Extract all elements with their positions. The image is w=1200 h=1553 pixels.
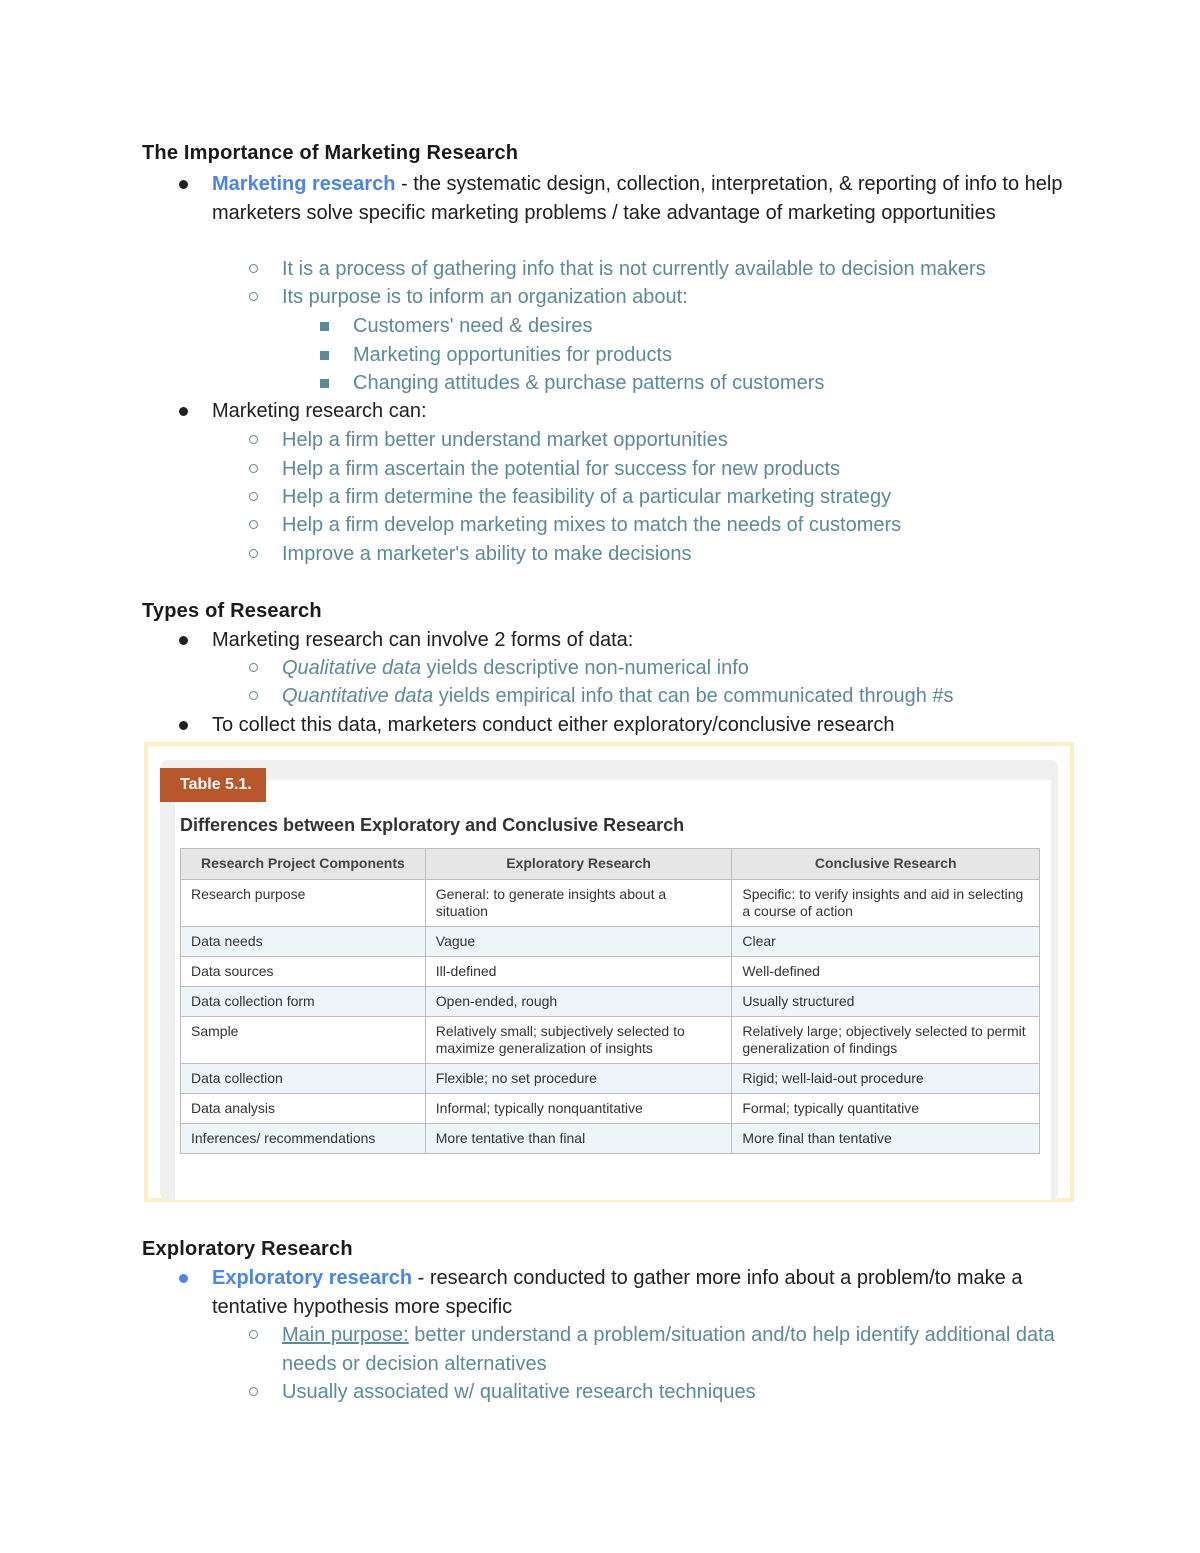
table-header-cell: Research Project Components [181, 849, 426, 880]
sub-bullet-text: Help a firm better understand market opportunities [282, 429, 728, 451]
table-row [181, 880, 1040, 927]
bullet-disc-icon [179, 721, 188, 730]
bullet-circle-icon [249, 264, 258, 273]
table-cell: Relatively small; subjectively selected to maximize generalization of insights [425, 1017, 732, 1064]
sub-bullet-text: Its purpose is to inform an organization about: [282, 286, 688, 308]
table-title: Differences between Exploratory and Conclusive Research [180, 815, 685, 835]
table-cell: Sample [181, 1017, 426, 1064]
table-cell: Inferences/ recommendations [181, 1124, 426, 1154]
sub-bullet-text: Help a firm determine the feasibility of a particular marketing strategy [282, 486, 892, 508]
sub-sub-bullet [353, 312, 1073, 341]
term-qualitative-data: Qualitative data [282, 657, 421, 679]
sub-sub-bullet-text: Marketing opportunities for products [353, 344, 673, 366]
table-cell: Rigid; well-laid-out procedure [732, 1064, 1040, 1094]
sub-sub-bullet-text: Customers' need & desires [353, 315, 593, 337]
table-cell: Open-ended, rough [425, 987, 732, 1017]
sub-bullet-qualitative [282, 654, 1072, 683]
sub-sub-bullet [353, 341, 1073, 370]
bullet-circle-icon [249, 1330, 258, 1339]
comparison-table [180, 848, 1040, 1154]
table-cell: Data sources [181, 957, 426, 987]
bullet-forms-of-data [212, 626, 1072, 655]
sub-bullet [282, 283, 1072, 312]
bullet-collect-data [212, 711, 1072, 740]
sub-bullet [282, 426, 1072, 455]
sub-bullet-text: yields descriptive non-numerical info [420, 657, 749, 679]
table-row [181, 1124, 1040, 1154]
sub-bullet-text: Help a firm develop marketing mixes to match the needs of customers [282, 514, 902, 536]
term-quantitative-data: Quantitative data [282, 685, 434, 707]
table-row [181, 1064, 1040, 1094]
table-tag-label: Table 5.1. [160, 768, 266, 802]
bullet-text: Marketing research can involve 2 forms of data: [212, 629, 634, 651]
sub-bullet-text: yields empirical info that can be communicated through #s [433, 685, 954, 707]
table-cell: Ill-defined [425, 957, 732, 987]
table-cell: Well-defined [732, 957, 1040, 987]
table-cell: Usually structured [732, 987, 1040, 1017]
sub-bullet-text: Improve a marketer's ability to make decisions [282, 543, 692, 565]
bullet-circle-icon [249, 435, 258, 444]
table-cell: Data collection form [181, 987, 426, 1017]
table-cell: Data needs [181, 927, 426, 957]
sub-bullet-text: Usually associated w/ qualitative research techniques [282, 1381, 756, 1403]
main-purpose-label: Main purpose: [282, 1324, 409, 1346]
table-cell: More tentative than final [425, 1124, 732, 1154]
bullet-disc-icon [179, 407, 188, 416]
table-cell: Data analysis [181, 1094, 426, 1124]
table-cell: More final than tentative [732, 1124, 1040, 1154]
sub-bullet-quantitative [282, 682, 1072, 711]
bullet-circle-icon [249, 1387, 258, 1396]
sub-bullet [282, 255, 1072, 284]
term-marketing-research: Marketing research [212, 173, 396, 195]
sub-bullet [282, 455, 1072, 484]
bullet-square-icon [320, 322, 329, 331]
sub-bullet-text: better understand a problem/situation and/to help identify additional data needs or decision alternatives [282, 1324, 1055, 1375]
table-cell: Data collection [181, 1064, 426, 1094]
bullet-exploratory-research-definition [212, 1264, 1072, 1321]
bullet-text: Marketing research can: [212, 400, 427, 422]
bullet-circle-icon [249, 549, 258, 558]
sub-bullet [282, 483, 1072, 512]
bullet-circle-icon [249, 292, 258, 301]
table-cell: General: to generate insights about a situation [425, 880, 732, 927]
bullet-circle-icon [249, 691, 258, 700]
sub-bullet-text: Help a firm ascertain the potential for success for new products [282, 458, 841, 480]
definition-text: - research conducted to gather more info about a problem/to make a tentative hypothesis more specific [212, 1267, 1023, 1318]
sub-bullet-main-purpose [282, 1321, 1072, 1378]
sub-bullet-text: It is a process of gathering info that is not currently available to decision makers [282, 258, 986, 280]
table-cell: Research purpose [181, 880, 426, 927]
section-heading-types: Types of Research [142, 600, 322, 622]
sub-sub-bullet [353, 369, 1073, 398]
sub-bullet [282, 511, 1072, 540]
bullet-text: To collect this data, marketers conduct either exploratory/conclusive research [212, 714, 895, 736]
table-cell: Vague [425, 927, 732, 957]
bullet-marketing-research-definition [212, 170, 1072, 227]
bullet-square-icon [320, 351, 329, 360]
table-cell: Flexible; no set procedure [425, 1064, 732, 1094]
bullet-circle-icon [249, 520, 258, 529]
bullet-square-icon [320, 379, 329, 388]
table-cell: Clear [732, 927, 1040, 957]
section-heading-importance: The Importance of Marketing Research [142, 142, 519, 164]
sub-bullet [282, 540, 1072, 569]
bullet-circle-icon [249, 464, 258, 473]
table-row [181, 957, 1040, 987]
table-cell: Relatively large; objectively selected to permit generalization of findings [732, 1017, 1040, 1064]
table-cell: Formal; typically quantitative [732, 1094, 1040, 1124]
definition-text: - the systematic design, collection, interpretation, & reporting of info to help marketers solve specific marketing problems / take advantage of marketing opportunities [212, 173, 1063, 224]
table-header-cell: Conclusive Research [732, 849, 1040, 880]
term-exploratory-research: Exploratory research [212, 1267, 413, 1289]
table-row [181, 987, 1040, 1017]
bullet-circle-icon [249, 663, 258, 672]
table-row [181, 1017, 1040, 1064]
table-header-cell: Exploratory Research [425, 849, 732, 880]
bullet-disc-icon [179, 180, 188, 189]
table-row [181, 927, 1040, 957]
sub-sub-bullet-text: Changing attitudes & purchase patterns of customers [353, 372, 825, 394]
sub-bullet [282, 1378, 1072, 1407]
table-cell: Specific: to verify insights and aid in selecting a course of action [732, 880, 1040, 927]
bullet-disc-icon [179, 636, 188, 645]
bullet-circle-icon [249, 492, 258, 501]
bullet-disc-icon [179, 1274, 188, 1283]
section-heading-exploratory: Exploratory Research [142, 1238, 353, 1260]
bullet-marketing-research-can [212, 397, 1072, 426]
table-cell: Informal; typically nonquantitative [425, 1094, 732, 1124]
table-header-row [181, 849, 1040, 880]
table-row [181, 1094, 1040, 1124]
